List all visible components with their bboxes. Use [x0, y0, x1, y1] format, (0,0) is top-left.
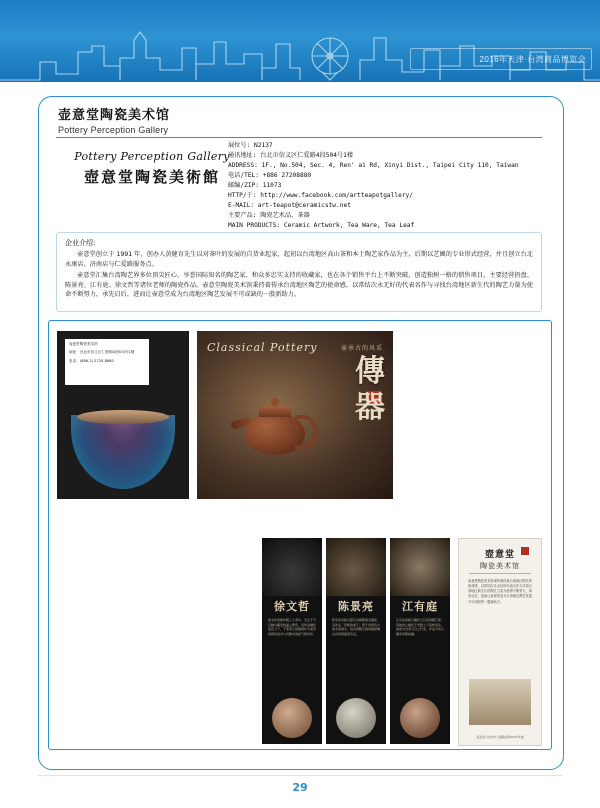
teapot-image — [231, 397, 317, 459]
poster-classical-pottery — [197, 331, 393, 499]
website-url[interactable]: HTTP/于: http://www.facebook.com/artteapotgallery/ — [228, 192, 413, 200]
gallery-title-en: Pottery Perception Gallery — [58, 125, 169, 135]
company-logo — [62, 150, 242, 187]
artist-portrait — [400, 698, 440, 738]
teapot-lid — [259, 405, 291, 417]
teapot-handle — [295, 415, 317, 449]
company-intro-box — [56, 232, 542, 312]
poster-card-line-1: 地址：台北市信义区仁爱路4段504号1楼 — [69, 350, 135, 355]
artist-name: 陈景亮 — [338, 600, 374, 613]
zip-code: 邮编/ZIP: 11073 — [228, 182, 282, 190]
intro-paragraph-1: 壶意堂创立于 1991 年，创办人黄健育先生以对茶叶的发展的自货业起家，起初以台湾地区高山茶和本土陶艺家作品为主，后期以艺圃的专业形式经营，并且创立台北永康店、济南店与仁爱路服务点。 — [65, 251, 533, 268]
artist-panel — [390, 538, 450, 744]
artist-panel — [262, 538, 322, 744]
brand-description: 壶意堂陶瓷美术馆秉持着传承台湾地区陶艺的使命感，以常结次永无好的代表名作与寻找台湾地区新生代的陶艺力量为使命不断努力，承先启后，进而让壶意堂成为台湾地区陶艺发展不可或缺的一股新助力。 — [468, 579, 532, 604]
poster-card-title: 壶意堂陶瓷美术馆 — [69, 342, 98, 346]
expo-title: 2016年天津·台湾商品博览会 — [479, 55, 586, 64]
page-number: 29 — [292, 781, 308, 794]
artist-portrait — [272, 698, 312, 738]
address-en: ADDRESS: 1F., No.504, Sec. 4, Ren' ai Rd, Xinyi Dist., Taipei City 110, Taiwan — [228, 162, 519, 170]
teapot-knob — [271, 398, 279, 406]
brand-product-image — [469, 679, 531, 725]
poster-big-char-2: 器 — [355, 390, 385, 425]
title-divider — [56, 137, 542, 138]
poster-subtitle-cn: 壶承古的风采 — [340, 345, 383, 352]
poster-info-card — [65, 339, 149, 385]
main-products-cn: 主要产品: 陶瓷艺术品、茶器 — [228, 212, 310, 220]
artist-bio: 陈景亮老师以超写实陶塑闻名国际，其作品「亮师的桌子」曾于世界各大美术馆展出，将台湾陶艺推向国际舞台并获得高度肯定。 — [332, 618, 381, 636]
artist-name: 徐文哲 — [274, 600, 310, 613]
brand-card — [458, 538, 542, 746]
artwork-image — [326, 538, 386, 596]
gallery-title-cn: 壶意堂陶瓷美术馆 — [58, 108, 171, 123]
intro-paragraph-2: 壶意堂汇集台湾陶艺界多位顶尖匠心、享誉国际知名的陶艺家，和众多忠实支持的收藏家，也在各个销售平台上不断突破，创造独树一格的销售项目，主要经营扔盘、陈景亮、江有庭、徐文哲等诸位老师的陶瓷作品。壶意堂陶瓷美术馆秉持着传承台湾地区陶艺的使命感，以常结次永无好的代表名作与寻找台湾地区新生代的陶艺力量为使命不断努力，承先启后，进而让壶意堂成为台湾地区陶艺发展不可或缺的一股新助力。 — [65, 272, 533, 299]
logo-script-text: Pottery Perception Gallery — [74, 150, 230, 163]
intro-label: 企业介绍: — [65, 239, 96, 247]
artwork-image — [390, 538, 450, 596]
artist-bio: 江有庭老师以藏色天目享誉陶艺界，其独创之釉色于光影之下流转变化，被誉为台湾天目之代表，作品为各大藏家竞相收藏。 — [396, 618, 445, 636]
brand-subtitle-cn: 陶瓷美术馆 — [480, 562, 520, 570]
page-banner — [0, 0, 600, 82]
artist-portrait — [336, 698, 376, 738]
main-products-en: MAIN PRODUCTS: Ceramic Artwork, Tea Ware, Tea Leaf — [228, 222, 415, 230]
poster-card-line-2: 电话：(886-2) 2720-8880 — [69, 358, 114, 363]
artist-name: 江有庭 — [402, 600, 438, 613]
page-title — [58, 104, 538, 135]
logo-cn-text: 壺意堂陶瓷美術館 — [83, 168, 220, 186]
booth-number: 展位号: N2137 — [228, 142, 273, 149]
telephone: 电话/TEL: +886 27208880 — [228, 172, 312, 180]
footer-divider — [38, 775, 562, 776]
poster-title-en: Classical Pottery — [207, 341, 318, 354]
address-cn: 通讯地址: 台北市信义区仁爱路4段504号1楼 — [228, 152, 354, 160]
brand-divider — [469, 573, 531, 574]
artist-bio: 徐文哲老师作陶三十余年，专注于天目釉与曜变结晶之研究，其作品釉色变化万千，于茶席之间展现东方美学的极致追求与沉静内敛的气韵风华。 — [268, 618, 317, 636]
poster-big-char-1: 傳 — [355, 354, 385, 389]
brand-caption: 壶意堂 台北市仁爱路四段504号1楼 — [476, 735, 524, 739]
red-seal-icon — [521, 547, 529, 555]
artist-panel — [326, 538, 386, 744]
brand-logo-cn: 壺意堂 — [484, 550, 515, 560]
poster-ceramic-bowl — [57, 331, 189, 499]
email-address[interactable]: E-MAIL: art-teapot@ceramicstw.net — [228, 202, 351, 210]
contact-info — [228, 141, 540, 231]
ceramic-bowl-image — [71, 415, 175, 489]
artwork-image — [262, 538, 322, 596]
